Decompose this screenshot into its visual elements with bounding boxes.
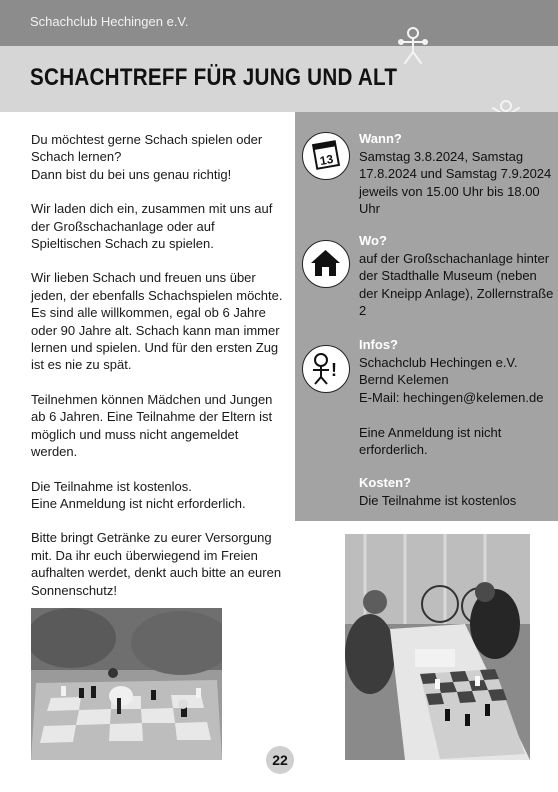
calendar-day: 13 bbox=[318, 151, 335, 169]
table-chess-photo bbox=[345, 534, 530, 760]
page-number: 22 bbox=[266, 746, 294, 774]
club-name: Schachclub Hechingen e.V. bbox=[30, 14, 189, 29]
page-title: SCHACHTREFF FÜR JUNG UND ALT bbox=[30, 64, 398, 91]
header-bar bbox=[0, 0, 558, 46]
intro-paragraph: Die Teilnahme ist kostenlos. Eine Anmeldung ist nicht erforderlich. bbox=[31, 478, 246, 511]
intro-paragraph: Wir laden dich ein, zusammen mit uns auf der Großschachanlage oder auf Spieltischen Schach zu spielen. bbox=[31, 201, 273, 252]
intro-paragraph: Bitte bringt Getränke zu eurer Versorgung mit. Da ihr euch überwiegend im Freien aufhalten werdet, denkt auch bitte an euren Sonnenschutz! bbox=[31, 530, 282, 598]
cost-text: Die Teilnahme ist kostenlos bbox=[359, 493, 517, 508]
house-icon bbox=[302, 240, 350, 288]
when-text: Samstag 3.8.2024, Samstag 17.8.2024 und Samstag 7.9.2024 jeweils von 15.00 Uhr bis 18.00 Uhr bbox=[359, 149, 552, 217]
infos-heading: Infos? bbox=[359, 337, 398, 352]
intro-paragraph: Wir lieben Schach und freuen uns über jeden, der ebenfalls Schachspielen möchte. Es sind alle willkommen, egal ob 6 Jahre oder 90 Jahre alt. Schach kann man immer lernen und spielen. Und für den ersten Zug ist es nie zu spät. bbox=[31, 270, 283, 373]
where-heading: Wo? bbox=[359, 233, 387, 248]
chess-mascot-icon bbox=[395, 26, 431, 66]
svg-text:!: ! bbox=[331, 360, 337, 380]
where-text: auf der Großschachanlage hinter der Stadthalle Museum (neben der Kneipp Anlage), Zollernstraße 2 bbox=[359, 251, 554, 319]
intro-paragraph: Teilnehmen können Mädchen und Jungen ab 6 Jahren. Eine Teilnahme der Eltern ist möglich und muss nicht angemeldet werden. bbox=[31, 391, 273, 460]
title-bar bbox=[0, 46, 558, 112]
when-heading: Wann? bbox=[359, 131, 402, 146]
intro-text bbox=[31, 131, 287, 616]
cost-heading: Kosten? bbox=[359, 475, 411, 490]
calendar-icon bbox=[302, 132, 350, 180]
giant-chess-photo bbox=[31, 608, 222, 760]
infos-text: Schachclub Hechingen e.V. Bernd Kelemen E-Mail: hechingen@kelemen.de Eine Anmeldung ist nicht erforderlich. bbox=[359, 355, 544, 458]
intro-paragraph: Du möchtest gerne Schach spielen oder Schach lernen? Dann bist du bei uns genau richtig! bbox=[31, 132, 263, 182]
info-mascot-icon bbox=[302, 345, 350, 393]
